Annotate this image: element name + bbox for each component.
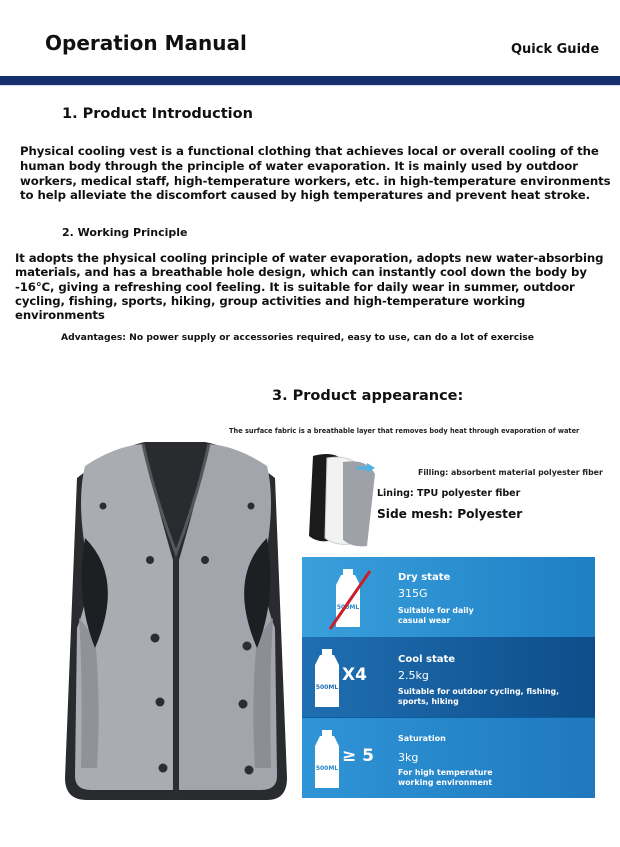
bottle-icon [324, 567, 374, 631]
bottle-multiplier: X4 [342, 665, 367, 685]
bottle-icon [312, 728, 342, 790]
state-description: Suitable for outdoor cycling, fishing, sports, hiking [398, 687, 560, 706]
side-mesh-label: Side mesh: Polyester [377, 507, 523, 521]
header-bar [0, 76, 620, 85]
state-weight: 2.5kg [398, 669, 429, 682]
vest-illustration [55, 438, 295, 808]
state-title: Saturation [398, 734, 446, 743]
section-3-heading: 3. Product appearance: [272, 388, 464, 404]
state-title: Dry state [398, 572, 451, 583]
fabric-layers-illustration [305, 448, 383, 548]
bottle-label: 500ML [315, 765, 339, 772]
section-2-heading: 2. Working Principle [62, 226, 188, 239]
section-1-body: Physical cooling vest is a functional clothing that achieves local or overall cooling of the human body through the principle of water evaporation. It is mainly used by outdoor workers, medical staff, high-temperature workers, etc. in high-temperature environments to help alleviate the discomfort caused by high temperatures and prevent heat stroke. [20, 144, 611, 203]
bottle-multiplier: ≥ 5 [342, 746, 374, 766]
header-divider [0, 85, 620, 86]
state-row-dry [302, 557, 595, 637]
fabric-note: The surface fabric is a breathable layer that removes body heat through evaporation of water [229, 427, 580, 435]
filling-label: Filling: absorbent material polyester fiber [418, 468, 603, 477]
page-title: Operation Manual [45, 31, 247, 55]
page-subtitle: Quick Guide [511, 42, 600, 57]
state-description: Suitable for daily casual wear [398, 606, 474, 625]
state-row-saturation [302, 718, 595, 798]
bottle-icon [312, 647, 342, 709]
bottle-label: 500ML [336, 604, 360, 611]
state-row-cool [302, 637, 595, 717]
state-description: For high temperature working environment [398, 768, 493, 787]
lining-label: Lining: TPU polyester fiber [377, 488, 521, 499]
state-weight: 3kg [398, 751, 419, 764]
bottle-label: 500ML [315, 684, 339, 691]
water-state-panel [302, 557, 595, 798]
advantages-text: Advantages: No power supply or accessories required, easy to use, can do a lot of exercise [61, 332, 535, 343]
section-2-body: It adopts the physical cooling principle of water evaporation, adopts new water-absorbing materials, and has a breathable hole design, which can instantly cool down the body by -16°C, giving a refreshing cool feeling. It is suitable for daily wear in summer, outdoor cycling, fishing, sports, hiking, group activities and high-temperature working environments [15, 251, 604, 323]
section-1-heading: 1. Product Introduction [62, 106, 253, 122]
state-weight: 315G [398, 587, 428, 600]
state-title: Cool state [398, 654, 456, 665]
